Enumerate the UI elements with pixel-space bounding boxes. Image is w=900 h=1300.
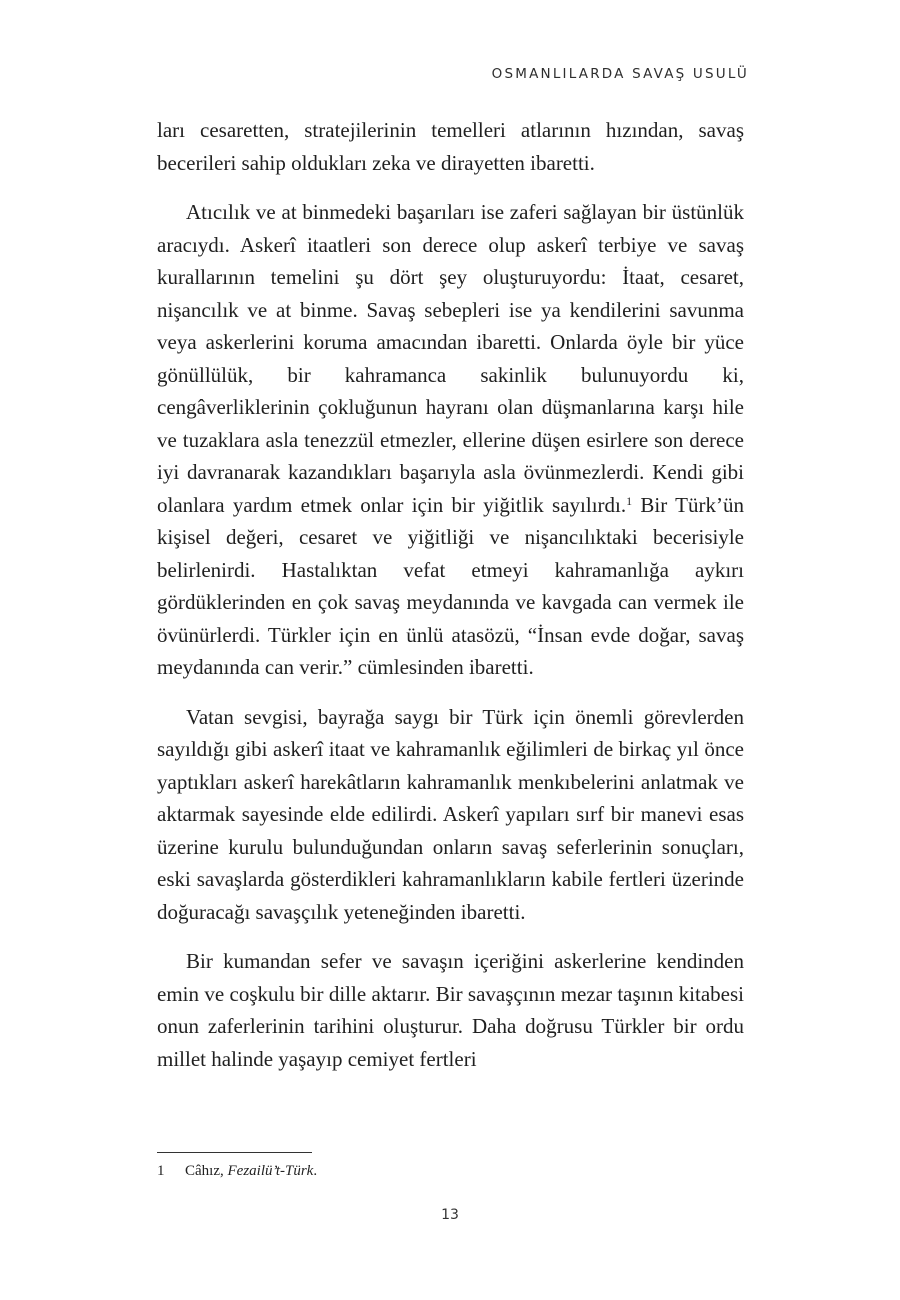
footnote-title: Fezailü’t-Türk xyxy=(227,1163,314,1179)
paragraph-2-tail: Bir Türk’ün kişisel değeri, cesaret ve yiğitliği ve nişancılıktaki becerisiyle belirlenirdi. Hastalıktan vefat etmeyi kahramanlığa aykırı gördüklerinden en çok savaş meydanında ve kavgada can vermek ile övünürlerdi. Türkler için en ünlü atasözü, “İnsan evde doğar, savaş meydanında can verir.” cümlesinden ibaretti. xyxy=(157,492,744,679)
footnote-reference[interactable]: 1 xyxy=(626,493,633,508)
paragraph-2 xyxy=(157,196,744,684)
running-header: OSMANLILARDA SAVAŞ USULÜ xyxy=(491,66,749,82)
paragraph-2-text: Atıcılık ve at binmedeki başarıları ise zaferi sağlayan bir üstünlük aracıydı. Askerî itaatleri son derece olup askerî terbiye ve savaş kurallarının temelini şu dört şey oluşturuyordu: İtaat, cesaret, nişancılık ve at binme. Savaş sebepleri ise ya kendilerini savunma veya askerlerini koruma amacından ibaretti. Onlarda öyle bir yüce gönüllülük, bir kahramanca sakinlik bulunuyordu ki, cengâverliklerinin çokluğunun hayranı olan düşmanlarına karşı hile ve tuzaklara asla tenezzül etmezler, ellerine düşen esirlere son derece iyi davranarak kazandıkları başarıyla asla övünmezlerdi. Kendi gibi olanlara yardım etmek onlar için bir yiğitlik sayılırdı. xyxy=(157,200,744,517)
footnote-divider xyxy=(157,1152,312,1153)
footnote-author: Câhız, xyxy=(185,1163,224,1179)
footnote-end: . xyxy=(313,1163,318,1179)
page-body xyxy=(157,114,744,1075)
footnote xyxy=(157,1160,744,1182)
paragraph-1: ları cesaretten, stratejilerinin temelleri atlarının hızından, savaş becerileri sahip oldukları zeka ve dirayetten ibaretti. xyxy=(157,118,744,175)
page-number: 13 xyxy=(441,1207,459,1223)
paragraph-3: Vatan sevgisi, bayrağa saygı bir Türk için önemli görevlerden sayıldığı gibi askerî itaat ve kahramanlık eğilimleri de birkaç yıl önce yaptıkları askerî harekâtların kahramanlık menkıbelerini anlatmak ve aktarmak sayesinde elde edilirdi. Askerî yapıları sırf bir manevi esas üzerine kurulu bulunduğundan onların savaş seferlerinin sonuçları, eski savaşlarda gösterdikleri kahramanlıkların kabile fertleri üzerinde doğuracağı savaşçılık yeteneğinden ibaretti. xyxy=(157,704,744,924)
footnote-number: 1 xyxy=(157,1163,165,1179)
paragraph-4: Bir kumandan sefer ve savaşın içeriğini askerlerine kendinden emin ve coşkulu bir dille aktarır. Bir savaşçının mezar taşının kitabesi onun zaferlerinin tarihini oluşturur. Daha doğrusu Türkler bir ordu millet halinde yaşayıp cemiyet fertleri xyxy=(157,949,744,1071)
